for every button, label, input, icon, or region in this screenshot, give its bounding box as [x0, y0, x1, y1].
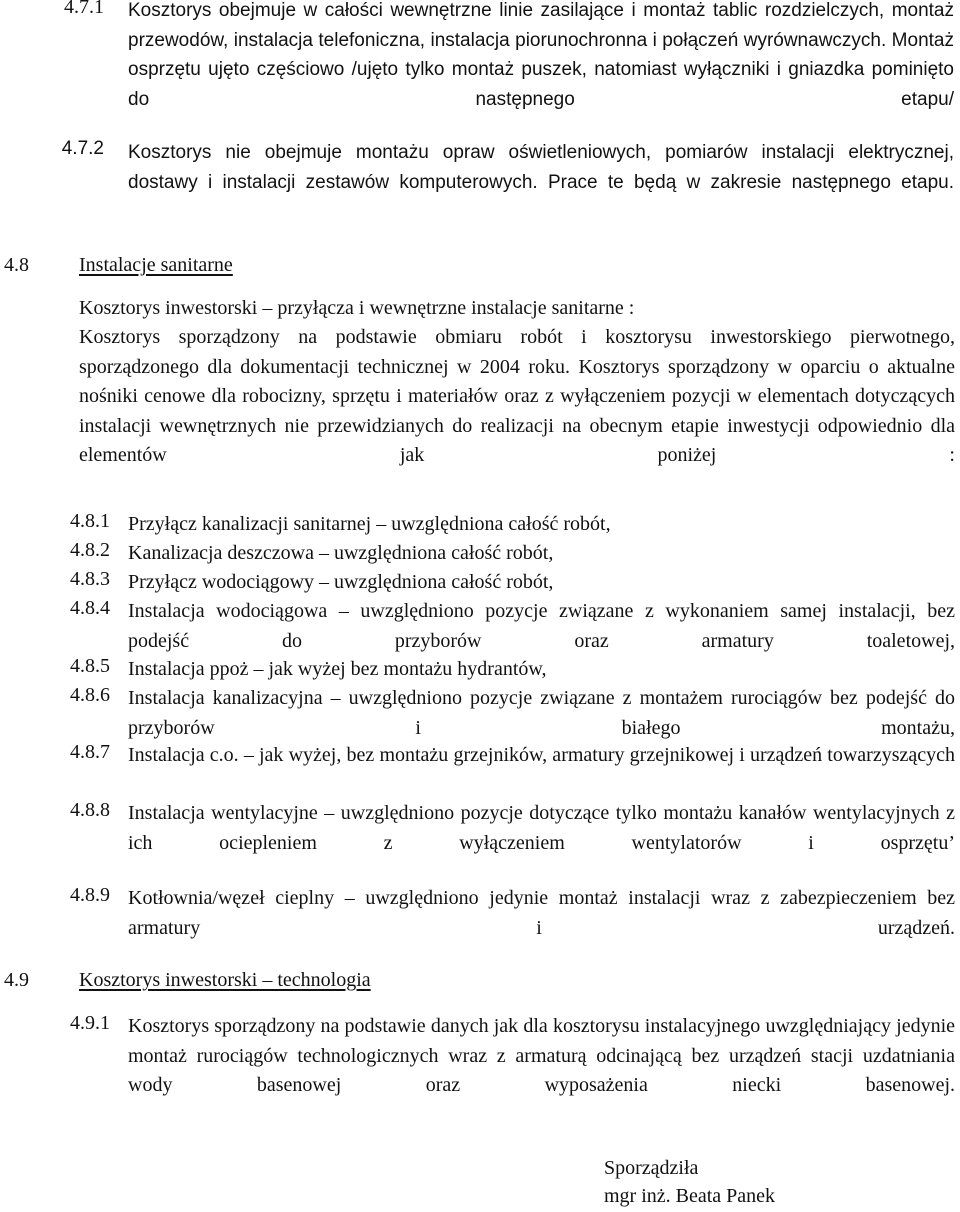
- item-text: Instalacja ppoż – jak wyżej bez montażu hydrantów,: [128, 658, 547, 680]
- item-text: Kosztorys nie obejmuje montażu opraw oświetleniowych, pomiarów instalacji elektrycznej, dostawy i instalacji zestawów komputerowych. Prace te będą w zakresie następnego etapu.: [128, 142, 954, 193]
- intro-line: Kosztorys inwestorski – przyłącza i wewnętrzne instalacje sanitarne :: [79, 297, 635, 319]
- item-text: Instalacja kanalizacyjna – uwzględniono pozycje związane z montażem rurociągów bez podejść do przyborów i białego montażu,: [128, 687, 955, 739]
- item-number: 4.8.8: [70, 799, 110, 821]
- signature-name: mgr inż. Beata Panek: [604, 1185, 776, 1207]
- item-number: 4.8.3: [70, 568, 110, 590]
- intro-paragraph: Kosztorys sporządzony na podstawie obmiaru robót i kosztorysu inwestorskiego pierwotnego, sporządzonego dla dokumentacji technicznej w 2004 roku. Kosztorys sporządzony w oparciu o aktualne nośniki cenowe dla robocizny, sprzętu i materiałów oraz z wyłączeniem pozycji w elementach dotyczących instalacji wewnętrznych nie przewidzianych do realizacji na obecnym etapie inwestycji odpowiednio dla elementów jak poniżej :: [79, 326, 955, 466]
- section-number: 4.9: [4, 969, 29, 991]
- item-text: Przyłącz wodociągowy – uwzględniona całość robót,: [128, 571, 554, 593]
- signature-label: Sporządziła: [604, 1157, 699, 1179]
- item-number: 4.8.1: [70, 510, 110, 532]
- item-text: Instalacja wentylacyjne – uwzględniono pozycje dotyczące tylko montażu kanałów wentylacyjnych z ich ociepleniem z wyłączeniem wentylatorów i osprzętu’: [128, 802, 955, 854]
- item-text: Kanalizacja deszczowa – uwzględniona całość robót,: [128, 542, 554, 564]
- item-text: Instalacja wodociągowa – uwzględniono pozycje związane z wykonaniem samej instalacji, bez podejść do przyborów oraz armatury toaletowej,: [128, 600, 955, 652]
- item-number: 4.8.7: [70, 741, 110, 763]
- item-number: 4.8.9: [70, 884, 110, 906]
- section-number: 4.8: [4, 254, 29, 276]
- item-number: 4.7.1: [64, 0, 104, 18]
- item-number: 4.8.2: [70, 539, 110, 561]
- section-title: Instalacje sanitarne: [79, 254, 233, 276]
- item-number: 4.7.2: [61, 138, 104, 159]
- item-text: Kosztorys sporządzony na podstawie danych jak dla kosztorysu instalacyjnego uwzględniający jedynie montaż rurociągów technologicznych wraz z armaturą odcinającą bez urządzeń stacji uzdatniania wody basenowej oraz wyposażenia niecki basenowej.: [128, 1015, 955, 1096]
- section-title: Kosztorys inwestorski – technologia: [79, 969, 371, 991]
- item-number: 4.8.6: [70, 684, 110, 706]
- item-number: 4.8.5: [70, 655, 110, 677]
- item-text: Przyłącz kanalizacji sanitarnej – uwzględniona całość robót,: [128, 513, 611, 535]
- item-text: Kotłownia/węzeł cieplny – uwzględniono jedynie montaż instalacji wraz z zabezpieczeniem bez armatury i urządzeń.: [128, 887, 955, 939]
- item-number: 4.8.4: [70, 597, 110, 619]
- item-text: Kosztorys obejmuje w całości wewnętrzne linie zasilające i montaż tablic rozdzielczych, montaż przewodów, instalacja telefoniczna, instalacja piorunochronna i połączeń wyrównawczych. Montaż osprzętu ujęto częściowo /ujęto tylko montaż puszek, natomiast wyłączniki i gniazdka pominięto do następnego etapu/: [128, 0, 954, 110]
- item-text: Instalacja c.o. – jak wyżej, bez montażu grzejników, armatury grzejnikowej i urządzeń towarzyszących: [128, 744, 955, 766]
- item-number: 4.9.1: [70, 1012, 110, 1034]
